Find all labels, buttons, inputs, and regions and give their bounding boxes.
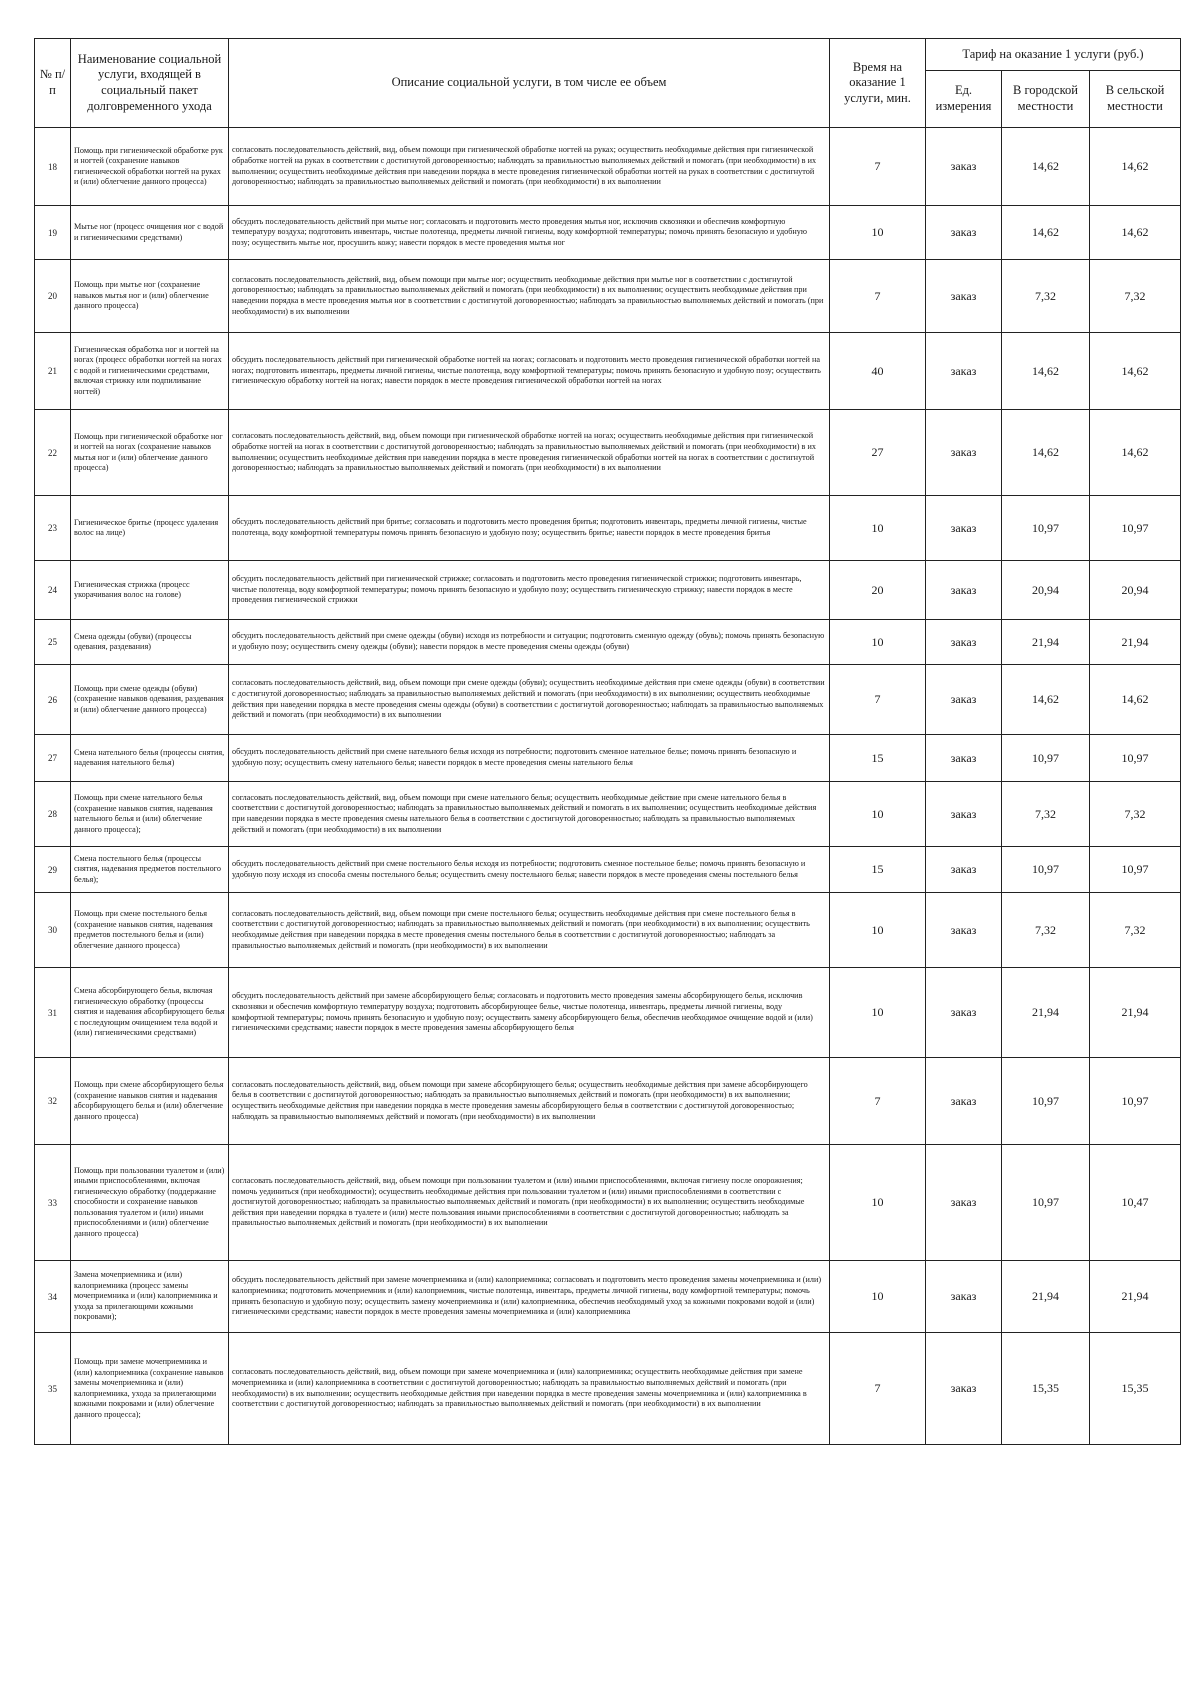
tariff-city: 10,97 xyxy=(1002,735,1090,782)
service-name: Помощь при смене постельного белья (сохранение навыков снятия, надевания предметов постельного белья и (или) облегчение данного процесса) xyxy=(71,893,229,968)
service-name: Помощь при гигиенической обработке ног и ногтей на ногах (сохранение навыков мытья ног и (или) облегчение данного процесса) xyxy=(71,410,229,496)
service-name: Помощь при гигиенической обработке рук и ногтей (сохранение навыков гигиенической обработки ногтей на руках и (или) облегчение данного процесса) xyxy=(71,128,229,206)
col-header-description: Описание социальной услуги, в том числе ее объем xyxy=(229,39,830,128)
service-name: Смена постельного белья (процессы снятия, надевания предметов постельного белья); xyxy=(71,847,229,893)
tariff-rural: 10,97 xyxy=(1090,847,1181,893)
tariff-city: 10,97 xyxy=(1002,1145,1090,1261)
row-number: 20 xyxy=(35,260,71,333)
service-description: согласовать последовательность действий, вид, объем помощи при замене абсорбирующего белья; осуществить необходимые действия при замене абсорбирующего белья в соответствии с достигнутой договоренностью; наблюдать за правильностью выполняемых действий и помогать (при необходимости) в их выполнении; осуществить необходимые действия при наведении порядка в месте проведения замены абсорбирующего белья в соответствии с достигнутой договоренностью; наблюдать за правильностью выполняемых действий и помогать (при необходимости) в их выполнении xyxy=(229,1058,830,1145)
service-name: Мытье ног (процесс очищения ног с водой и гигиеническими средствами) xyxy=(71,206,229,260)
unit-of-measure: заказ xyxy=(926,620,1002,665)
service-name: Замена мочеприемника и (или) калоприемника (процесс замены мочеприемника и (или) калоприемника и ухода за прилегающими кожными покровами); xyxy=(71,1261,229,1333)
service-description: согласовать последовательность действий, вид, объем помощи при гигиенической обработке ногтей на ногах; осуществить необходимые действия при гигиенической обработке ногтей на ногах в соответствии с достигнутой договоренностью; наблюдать за правильностью выполняемых действий и помогать (при необходимости) в их выполнении; осуществить необходимые действия при наведении порядка в месте проведения гигиенической обработки ногтей на ногах в соответствии с достигнутой договоренностью; наблюдать за правильностью выполняемых действий и помогать (при необходимости) в их выполнении xyxy=(229,410,830,496)
tariff-rural: 14,62 xyxy=(1090,410,1181,496)
table-row xyxy=(35,1145,1181,1261)
table-row xyxy=(35,1261,1181,1333)
row-number: 26 xyxy=(35,665,71,735)
unit-of-measure: заказ xyxy=(926,561,1002,620)
unit-of-measure: заказ xyxy=(926,1261,1002,1333)
service-description: согласовать последовательность действий, вид, объем помощи при смене одежды (обуви); осуществить необходимые действия при смене одежды (обуви) в соответствии с достигнутой договоренностью; наблюдать за правильностью выполняемых действий и помогать (при необходимости) в их выполнении; осуществить необходимые действия при наведении порядка в месте проведения смены одежды (обуви) в соответствии с достигнутой договоренностью; наблюдать за правильностью выполняемых действий и помогать (при необходимости) в их выполнении xyxy=(229,665,830,735)
row-number: 21 xyxy=(35,333,71,410)
tariff-rural: 14,62 xyxy=(1090,206,1181,260)
tariff-rural: 14,62 xyxy=(1090,128,1181,206)
unit-of-measure: заказ xyxy=(926,968,1002,1058)
unit-of-measure: заказ xyxy=(926,735,1002,782)
tariff-rural: 14,62 xyxy=(1090,665,1181,735)
row-number: 24 xyxy=(35,561,71,620)
col-header-number: № п/п xyxy=(35,39,71,128)
service-time: 10 xyxy=(830,893,926,968)
table-body xyxy=(35,128,1181,1445)
row-number: 32 xyxy=(35,1058,71,1145)
tariff-rural: 10,97 xyxy=(1090,1058,1181,1145)
unit-of-measure: заказ xyxy=(926,782,1002,847)
tariff-city: 7,32 xyxy=(1002,782,1090,847)
service-description: обсудить последовательность действий при мытье ног; согласовать и подготовить место проведения мытья ног, исключив сквозняки и обеспечив комфортную температуру воздуха; подготовить инвентарь, чистые полотенца, предметы личной гигиены, воду комфортной температуры; помочь принять безопасную и удобную позу; осуществить мытье ног, просушить кожу; навести порядок в месте проведения мытья ног xyxy=(229,206,830,260)
service-time: 10 xyxy=(830,496,926,561)
row-number: 25 xyxy=(35,620,71,665)
service-time: 10 xyxy=(830,1261,926,1333)
unit-of-measure: заказ xyxy=(926,847,1002,893)
row-number: 31 xyxy=(35,968,71,1058)
service-name: Помощь при замене мочеприемника и (или) калоприемника (сохранение навыков замены мочеприемника и (или) калоприемника, ухода за прилегающими кожными покровами и (или) облегчение данного процесса); xyxy=(71,1333,229,1445)
service-name: Помощь при пользовании туалетом и (или) иными приспособлениями, включая гигиеническую обработку (поддержание способности и сохранение навыков пользования туалетом и (или) иными приспособлениями и (или) облегчение данного процесса) xyxy=(71,1145,229,1261)
tariff-rural: 20,94 xyxy=(1090,561,1181,620)
service-description: согласовать последовательность действий, вид, объем помощи при гигиенической обработке ногтей на руках; осуществить необходимые действия при гигиенической обработке ногтей на руках в соответствии с достигнутой договоренностью; наблюдать за правильностью выполняемых действий и помогать (при необходимости) в их выполнении; осуществить необходимые действия при наведении порядка в месте проведения гигиенической обработки ногтей на руках в соответствии с достигнутой договоренностью; наблюдать за правильностью выполняемых действий и помогать (при необходимости) в их выполнении xyxy=(229,128,830,206)
table-header xyxy=(35,39,1181,128)
tariff-city: 14,62 xyxy=(1002,333,1090,410)
service-description: обсудить последовательность действий при гигиенической стрижке; согласовать и подготовить место проведения гигиенической стрижки; подготовить инвентарь, чистые полотенца, воду комфортной температуры; помочь принять безопасную и удобную позу; осуществить гигиеническую стрижку; навести порядок в месте проведения гигиенической стрижки xyxy=(229,561,830,620)
tariff-rural: 14,62 xyxy=(1090,333,1181,410)
row-number: 34 xyxy=(35,1261,71,1333)
service-description: обсудить последовательность действий при бритье; согласовать и подготовить место проведения бритья; подготовить инвентарь, предметы личной гигиены, чистые полотенца, воду комфортной температуры помочь принять безопасную и удобную позу; осуществить бритье; навести порядок в месте проведения бритья xyxy=(229,496,830,561)
table-row xyxy=(35,1058,1181,1145)
tariff-city: 14,62 xyxy=(1002,665,1090,735)
service-time: 7 xyxy=(830,128,926,206)
table-row xyxy=(35,620,1181,665)
table-row xyxy=(35,665,1181,735)
row-number: 35 xyxy=(35,1333,71,1445)
table-row xyxy=(35,496,1181,561)
service-description: согласовать последовательность действий, вид, объем помощи при мытье ног; осуществить необходимые действия при мытье ног в соответствии с достигнутой договоренностью; наблюдать за правильностью выполняемых действий и помогать (при необходимости) в их выполнении; осуществить необходимые действия при наведении порядка в месте проведения мытья ног в соответствии с достигнутой договоренностью; наблюдать за правильностью выполняемых действий и помогать (при необходимости) в их выполнении xyxy=(229,260,830,333)
tariff-city: 14,62 xyxy=(1002,128,1090,206)
col-header-service-name: Наименование социальной услуги, входящей в социальный пакет долговременного ухода xyxy=(71,39,229,128)
table-row xyxy=(35,260,1181,333)
table-row xyxy=(35,1333,1181,1445)
row-number: 29 xyxy=(35,847,71,893)
col-header-time: Время на оказание 1 услуги, мин. xyxy=(830,39,926,128)
service-description: согласовать последовательность действий, вид, объем помощи при смене постельного белья; осуществить необходимые действия при смене постельного белья в соответствии с достигнутой договоренностью; наблюдать за правильностью выполняемых действий и помогать (при необходимости) в их выполнении; осуществить необходимые действия при наведении порядка в месте проведения смены постельного белья в соответствии с достигнутой договоренностью; наблюдать за правильностью выполняемых действий и помогать (при необходимости) в их выполнении xyxy=(229,893,830,968)
col-header-city: В городской местности xyxy=(1002,71,1090,128)
service-time: 10 xyxy=(830,206,926,260)
tariff-city: 14,62 xyxy=(1002,206,1090,260)
service-time: 10 xyxy=(830,782,926,847)
row-number: 28 xyxy=(35,782,71,847)
service-name: Гигиеническая обработка ног и ногтей на ногах (процесс обработки ногтей на ногах с водой и гигиеническими средствами, включая стрижку или подпиливание ногтей) xyxy=(71,333,229,410)
service-name: Помощь при смене нательного белья (сохранение навыков снятия, надевания нательного белья и (или) облегчение данного процесса); xyxy=(71,782,229,847)
service-time: 27 xyxy=(830,410,926,496)
row-number: 27 xyxy=(35,735,71,782)
unit-of-measure: заказ xyxy=(926,1333,1002,1445)
table-row xyxy=(35,333,1181,410)
row-number: 23 xyxy=(35,496,71,561)
service-time: 40 xyxy=(830,333,926,410)
tariff-city: 15,35 xyxy=(1002,1333,1090,1445)
row-number: 30 xyxy=(35,893,71,968)
unit-of-measure: заказ xyxy=(926,128,1002,206)
service-time: 7 xyxy=(830,1333,926,1445)
unit-of-measure: заказ xyxy=(926,1145,1002,1261)
tariff-rural: 21,94 xyxy=(1090,968,1181,1058)
unit-of-measure: заказ xyxy=(926,665,1002,735)
col-header-unit: Ед. измерения xyxy=(926,71,1002,128)
tariff-city: 7,32 xyxy=(1002,260,1090,333)
service-time: 7 xyxy=(830,665,926,735)
service-description: согласовать последовательность действий, вид, объем помощи при смене нательного белья; осуществить необходимые действие при смене нательного белья в соответствии с достигнутой договоренностью; наблюдать за правильностью выполняемых действий и помогать в их выполнении; осуществить необходимые действия при наведении порядка в месте проведения смены нательного белья в соответствии с достигнутой договоренностью; наблюдать за правильностью выполняемых действий и помогать (при необходимости) в их выполнении xyxy=(229,782,830,847)
tariff-city: 7,32 xyxy=(1002,893,1090,968)
row-number: 19 xyxy=(35,206,71,260)
service-time: 7 xyxy=(830,260,926,333)
tariff-city: 21,94 xyxy=(1002,968,1090,1058)
service-time: 10 xyxy=(830,620,926,665)
table-row xyxy=(35,782,1181,847)
service-name: Помощь при смене одежды (обуви) (сохранение навыков одевания, раздевания и (или) облегчение данного процесса) xyxy=(71,665,229,735)
service-name: Смена нательного белья (процессы снятия, надевания нательного белья) xyxy=(71,735,229,782)
service-time: 15 xyxy=(830,847,926,893)
unit-of-measure: заказ xyxy=(926,333,1002,410)
tariff-rural: 7,32 xyxy=(1090,260,1181,333)
tariff-city: 10,97 xyxy=(1002,496,1090,561)
tariff-rural: 7,32 xyxy=(1090,782,1181,847)
tariff-city: 21,94 xyxy=(1002,1261,1090,1333)
service-time: 7 xyxy=(830,1058,926,1145)
service-time: 10 xyxy=(830,1145,926,1261)
service-name: Помощь при смене абсорбирующего белья (сохранение навыков снятия и надевания абсорбирующего белья и (или) облегчение данного процесса) xyxy=(71,1058,229,1145)
table-row xyxy=(35,847,1181,893)
table-row xyxy=(35,968,1181,1058)
unit-of-measure: заказ xyxy=(926,206,1002,260)
unit-of-measure: заказ xyxy=(926,1058,1002,1145)
tariff-city: 21,94 xyxy=(1002,620,1090,665)
service-time: 15 xyxy=(830,735,926,782)
tariff-rural: 7,32 xyxy=(1090,893,1181,968)
service-description: обсудить последовательность действий при смене постельного белья исходя из потребности; подготовить сменное постельное белье; помочь принять безопасную и удобную позу исходя из способа смены постельного белья; осуществить смену постельного белья; навести порядок в месте проведения смены постельного белья xyxy=(229,847,830,893)
table-row xyxy=(35,128,1181,206)
tariff-rural: 21,94 xyxy=(1090,1261,1181,1333)
service-description: согласовать последовательность действий, вид, объем помощи при замене мочеприемника и (или) калоприемника; осуществить необходимые действия при замене мочеприемника и (или) калоприемника в соответствии с достигнутой договоренностью; наблюдать за правильностью выполняемых действий и помогать (при необходимости) в их выполнении; осуществить необходимые действия при наведении порядка в месте проведения замены мочеприемника и (или) калоприемника в соответствии с достигнутой договоренностью; наблюдать за правильностью выполняемых действий и помогать (при необходимости) в их выполнении xyxy=(229,1333,830,1445)
service-time: 20 xyxy=(830,561,926,620)
tariff-rural: 10,97 xyxy=(1090,735,1181,782)
tariff-rural: 10,97 xyxy=(1090,496,1181,561)
tariff-city: 10,97 xyxy=(1002,1058,1090,1145)
col-header-tariff: Тариф на оказание 1 услуги (руб.) xyxy=(926,39,1181,71)
table-row xyxy=(35,410,1181,496)
row-number: 33 xyxy=(35,1145,71,1261)
tariff-city: 20,94 xyxy=(1002,561,1090,620)
service-name: Смена абсорбирующего белья, включая гигиеническую обработку (процессы снятия и надевания абсорбирующего белья с последующим очищением тела водой и (или) гигиеническими средствами) xyxy=(71,968,229,1058)
tariff-rural: 21,94 xyxy=(1090,620,1181,665)
tariff-rural: 10,47 xyxy=(1090,1145,1181,1261)
service-description: согласовать последовательность действий, вид, объем помощи при пользовании туалетом и (или) иными приспособлениями, включая гигиену после опорожнения; помочь уединиться (при необходимости); осуществить необходимые действия при пользовании туалетом и (или) иными приспособлениями в соответствии с достигнутой договоренностью; наблюдать за правильностью выполняемых действий и помогать (при необходимости) в их выполнении; осуществить необходимые действия при наведении порядка в туалете и (или) месте пользования иными приспособлениями в соответствии с достигнутой договоренностью; наблюдать за правильностью выполняемых действий и помогать (при необходимости) в их выполнении xyxy=(229,1145,830,1261)
row-number: 18 xyxy=(35,128,71,206)
service-description: обсудить последовательность действий при смене нательного белья исходя из потребности; подготовить сменное нательное белье; помочь принять безопасную и удобную позу; осуществить смену нательного белья; навести порядок в месте проведения смены нательного белья xyxy=(229,735,830,782)
service-name: Помощь при мытье ног (сохранение навыков мытья ног и (или) облегчение данного процесса) xyxy=(71,260,229,333)
service-name: Смена одежды (обуви) (процессы одевания, раздевания) xyxy=(71,620,229,665)
unit-of-measure: заказ xyxy=(926,260,1002,333)
table-row xyxy=(35,735,1181,782)
services-table xyxy=(34,38,1181,1445)
service-name: Гигиеническая стрижка (процесс укорачивания волос на голове) xyxy=(71,561,229,620)
service-description: обсудить последовательность действий при замене мочеприемника и (или) калоприемника; согласовать и подготовить место проведения замены мочеприемника и (или) калоприемника; подготовить мочеприемник и (или) калоприемник, чистые полотенца, инвентарь, предметы личной гигиены, воду комфортной температуры; помочь принять безопасную и удобную позу; осуществить замену мочеприемника и (или) калоприемника, обеспечив необходимый уход за кожными покровами водой и (или) гигиеническими средствами; навести порядок в месте проведения замены мочеприемника и (или) калоприемника xyxy=(229,1261,830,1333)
table-row xyxy=(35,893,1181,968)
tariff-city: 10,97 xyxy=(1002,847,1090,893)
table-row xyxy=(35,561,1181,620)
service-time: 10 xyxy=(830,968,926,1058)
table-row xyxy=(35,206,1181,260)
service-description: обсудить последовательность действий при гигиенической обработке ногтей на ногах; согласовать и подготовить место проведения гигиенической обработки ногтей на ногах; подготовить инвентарь, предметы личной гигиены, чистые полотенца, воду комфортной температуры; помочь принять безопасную и удобную позу; осуществить гигиеническую обработку ногтей на ногах; навести порядок в месте проведения гигиенической обработки ногтей на ногах xyxy=(229,333,830,410)
service-description: обсудить последовательность действий при смене одежды (обуви) исходя из потребности и ситуации; подготовить сменную одежду (обувь); помочь принять безопасную и удобную позу; осуществить смену одежды (обуви); навести порядок в месте проведения смены одежды (обуви) xyxy=(229,620,830,665)
col-header-rural: В сельской местности xyxy=(1090,71,1181,128)
tariff-rural: 15,35 xyxy=(1090,1333,1181,1445)
service-name: Гигиеническое бритье (процесс удаления волос на лице) xyxy=(71,496,229,561)
row-number: 22 xyxy=(35,410,71,496)
unit-of-measure: заказ xyxy=(926,410,1002,496)
tariff-city: 14,62 xyxy=(1002,410,1090,496)
unit-of-measure: заказ xyxy=(926,893,1002,968)
unit-of-measure: заказ xyxy=(926,496,1002,561)
service-description: обсудить последовательность действий при замене абсорбирующего белья; согласовать и подготовить место проведения замены абсорбирующего белья, исключив сквозняки и обеспечив комфортную температуру воздуха; подготовить абсорбирующее белье, чистые полотенца, инвентарь, предметы личной гигиены, воду комфортной температуры; помочь принять безопасную и удобную позу; осуществить замену абсорбирующего белья, обеспечив необходимое очищение водой и (или) гигиеническими средствами; навести порядок в месте проведения замены абсорбирующего белья xyxy=(229,968,830,1058)
